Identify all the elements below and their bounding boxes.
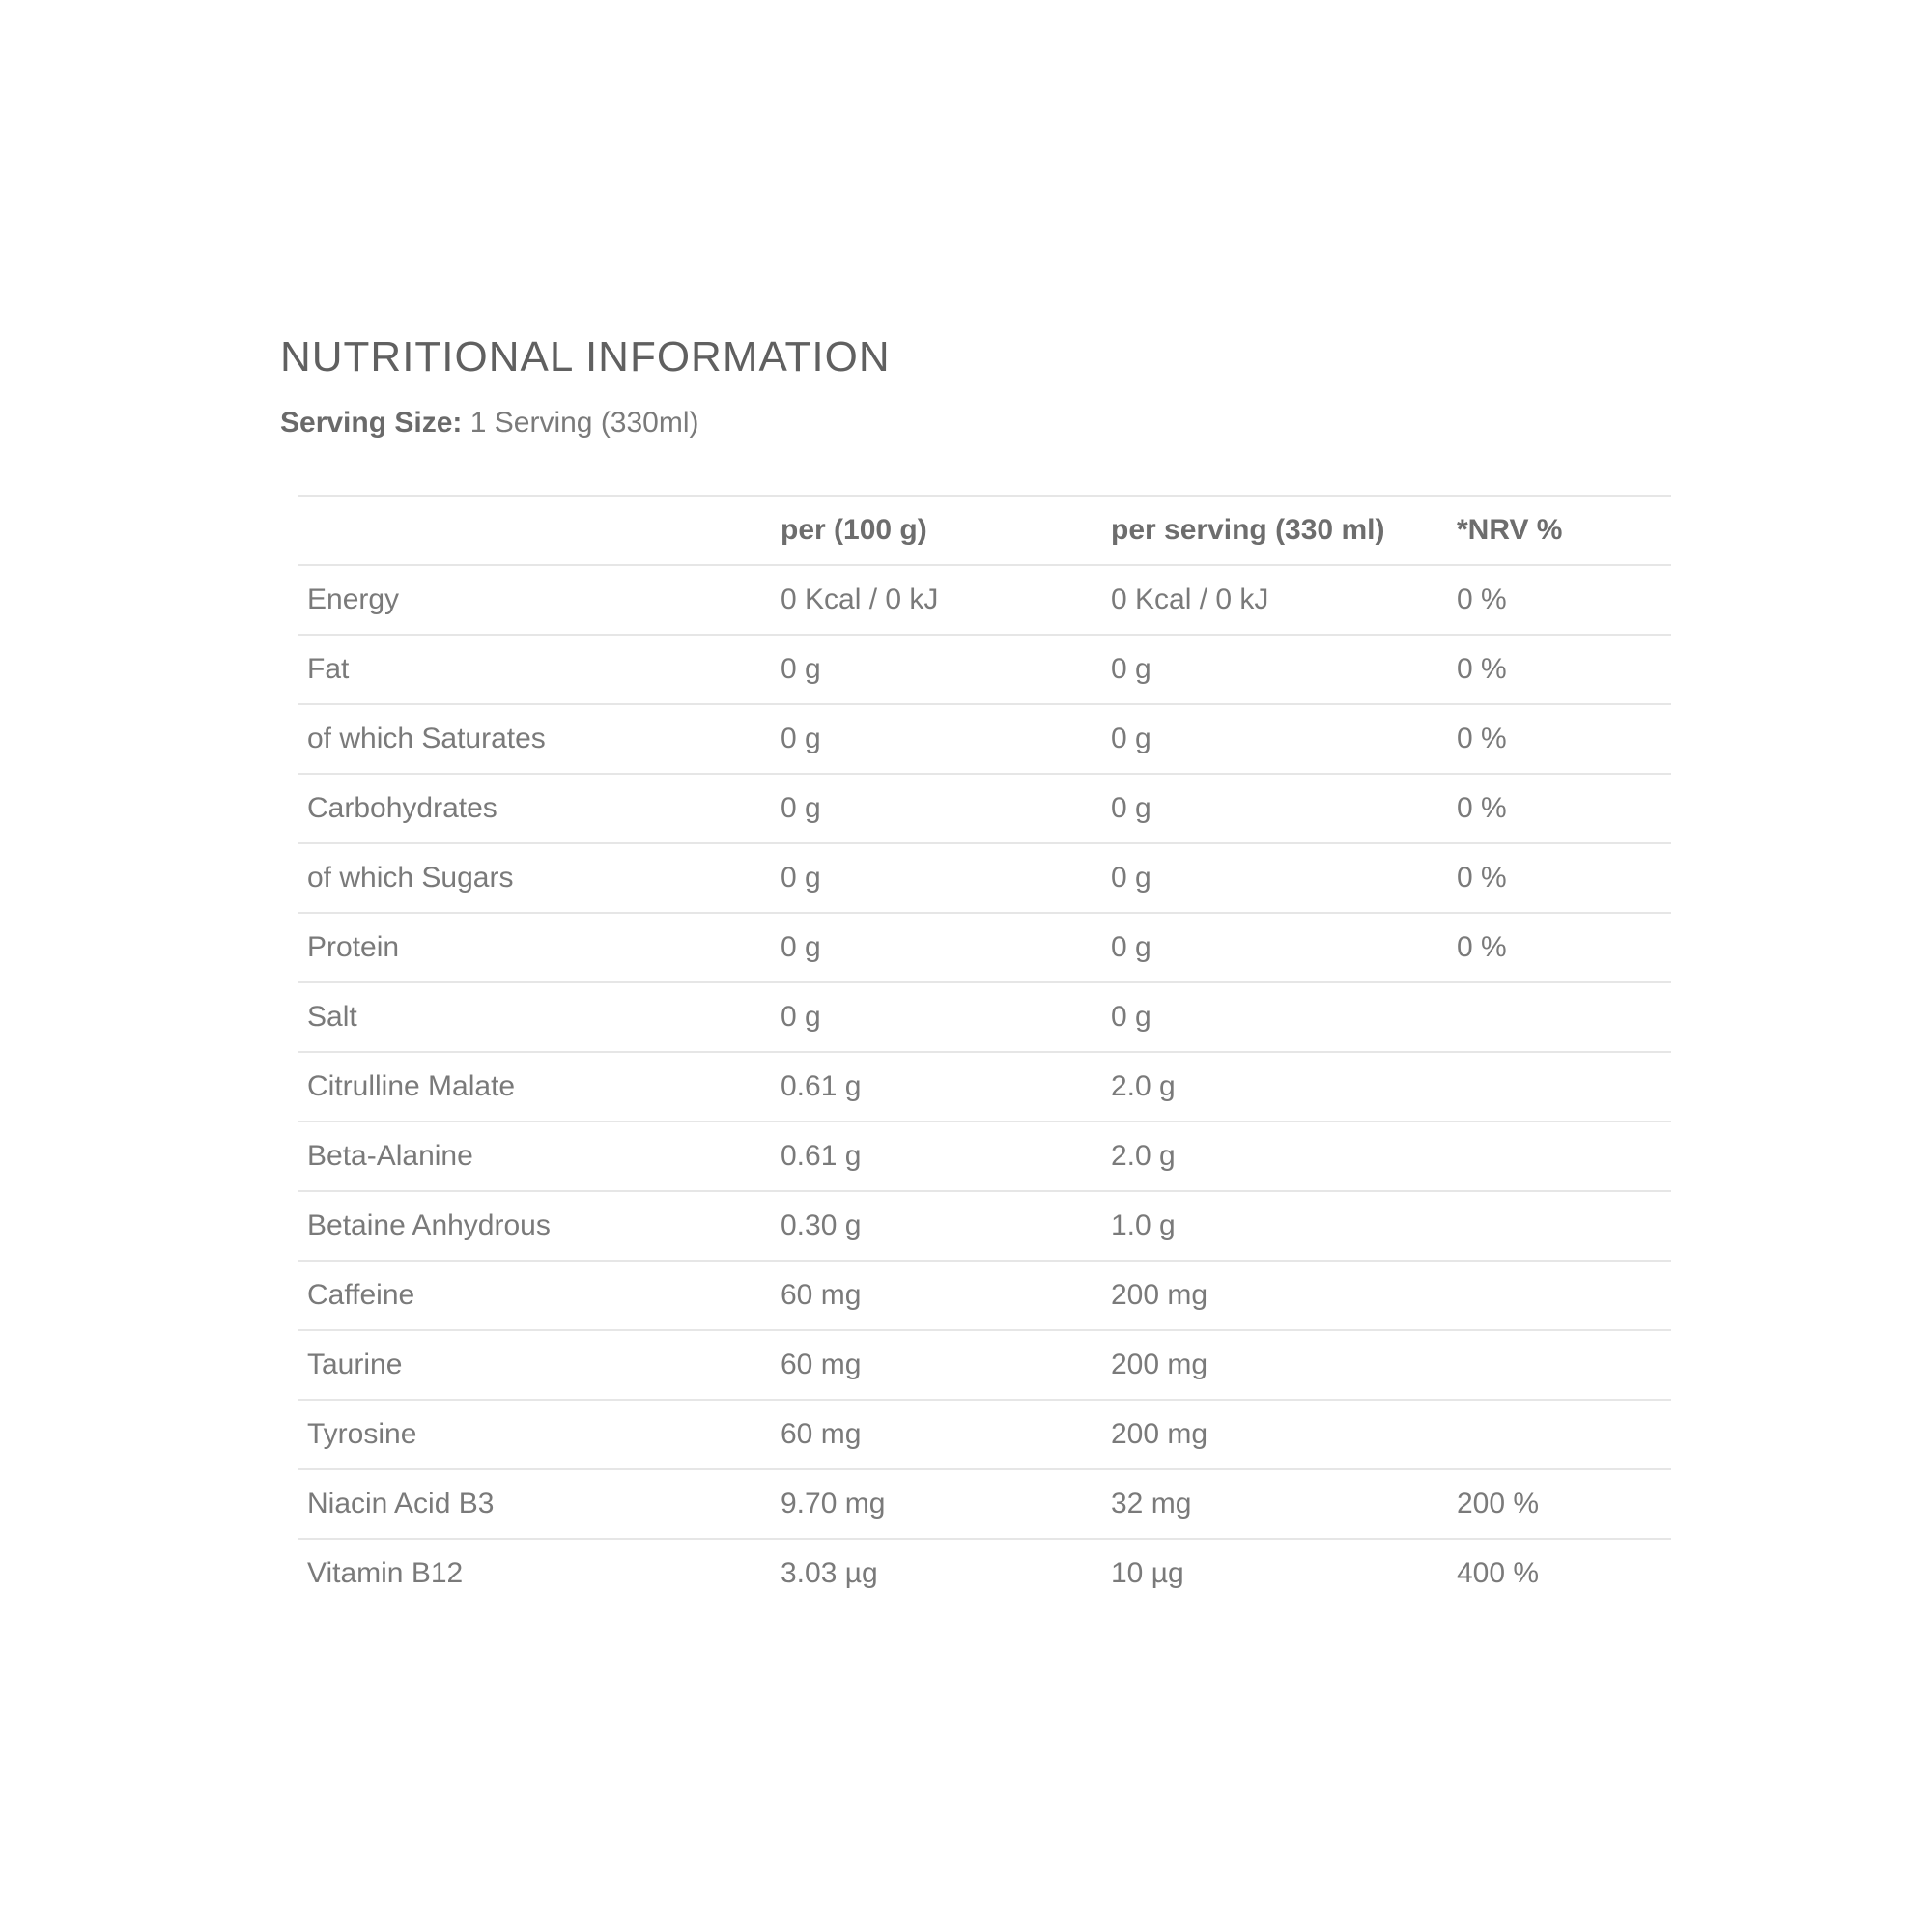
per-serving-value: 200 mg: [1101, 1330, 1447, 1400]
per-100g-value: 0 g: [771, 635, 1101, 704]
column-header-nrv: *NRV %: [1447, 496, 1671, 565]
nrv-value: 0 %: [1447, 843, 1671, 913]
table-row: [298, 1261, 1671, 1330]
per-100g-value: 0.61 g: [771, 1052, 1101, 1122]
nutrient-name: Caffeine: [298, 1261, 771, 1330]
table-row: [298, 1539, 1671, 1607]
table-row: [298, 774, 1671, 843]
nrv-value: 0 %: [1447, 913, 1671, 982]
nutrient-name: of which Sugars: [298, 843, 771, 913]
nrv-value: 0 %: [1447, 635, 1671, 704]
per-100g-value: 0 g: [771, 982, 1101, 1052]
column-header-per-100g: per (100 g): [771, 496, 1101, 565]
table-row: [298, 1330, 1671, 1400]
per-100g-value: 3.03 µg: [771, 1539, 1101, 1607]
table-row: [298, 635, 1671, 704]
per-100g-value: 0.61 g: [771, 1122, 1101, 1191]
nutrient-name: Betaine Anhydrous: [298, 1191, 771, 1261]
nutrient-name: Vitamin B12: [298, 1539, 771, 1607]
per-100g-value: 0.30 g: [771, 1191, 1101, 1261]
table-body: [298, 565, 1671, 1607]
table-row: [298, 1122, 1671, 1191]
nutrient-name: Energy: [298, 565, 771, 635]
serving-size-value: 1 Serving (330ml): [462, 407, 699, 439]
per-serving-value: 0 g: [1101, 843, 1447, 913]
per-100g-value: 60 mg: [771, 1261, 1101, 1330]
nrv-value: 0 %: [1447, 565, 1671, 635]
serving-size: [280, 404, 1681, 442]
nutrient-name: Salt: [298, 982, 771, 1052]
nutrient-name: Beta-Alanine: [298, 1122, 771, 1191]
per-100g-value: 0 g: [771, 704, 1101, 774]
per-serving-value: 200 mg: [1101, 1400, 1447, 1469]
per-serving-value: 32 mg: [1101, 1469, 1447, 1539]
per-100g-value: 0 g: [771, 774, 1101, 843]
nrv-value: 0 %: [1447, 704, 1671, 774]
table-header-row: [298, 496, 1671, 565]
nrv-value: [1447, 1122, 1671, 1191]
nutrient-name: Fat: [298, 635, 771, 704]
nrv-value: [1447, 1261, 1671, 1330]
column-header-nutrient: [298, 496, 771, 565]
nrv-value: [1447, 1400, 1671, 1469]
nutrition-panel: [280, 328, 1681, 442]
nrv-value: 0 %: [1447, 774, 1671, 843]
page-title: NUTRITIONAL INFORMATION: [280, 333, 891, 381]
nrv-value: 400 %: [1447, 1539, 1671, 1607]
table-row: [298, 1191, 1671, 1261]
nrv-value: [1447, 1052, 1671, 1122]
table-row: [298, 843, 1671, 913]
nutrition-table: [298, 495, 1671, 1607]
nutrient-name: Tyrosine: [298, 1400, 771, 1469]
nutrient-name: Carbohydrates: [298, 774, 771, 843]
table-row: [298, 913, 1671, 982]
nutrient-name: Protein: [298, 913, 771, 982]
table-row: [298, 704, 1671, 774]
table-row: [298, 1052, 1671, 1122]
table-row: [298, 565, 1671, 635]
per-100g-value: 60 mg: [771, 1400, 1101, 1469]
per-serving-value: 200 mg: [1101, 1261, 1447, 1330]
nutrient-name: of which Saturates: [298, 704, 771, 774]
table-row: [298, 982, 1671, 1052]
column-header-per-serving: per serving (330 ml): [1101, 496, 1447, 565]
per-serving-value: 2.0 g: [1101, 1122, 1447, 1191]
per-serving-value: 0 g: [1101, 982, 1447, 1052]
nutrient-name: Citrulline Malate: [298, 1052, 771, 1122]
per-100g-value: 0 g: [771, 913, 1101, 982]
per-serving-value: 2.0 g: [1101, 1052, 1447, 1122]
nutrient-name: Niacin Acid B3: [298, 1469, 771, 1539]
per-100g-value: 9.70 mg: [771, 1469, 1101, 1539]
per-100g-value: 60 mg: [771, 1330, 1101, 1400]
serving-size-label: Serving Size:: [280, 407, 463, 439]
table-row: [298, 1469, 1671, 1539]
nutrient-name: Taurine: [298, 1330, 771, 1400]
per-serving-value: 0 g: [1101, 704, 1447, 774]
per-serving-value: 0 g: [1101, 774, 1447, 843]
nrv-value: [1447, 1330, 1671, 1400]
per-100g-value: 0 Kcal / 0 kJ: [771, 565, 1101, 635]
per-serving-value: 0 Kcal / 0 kJ: [1101, 565, 1447, 635]
per-100g-value: 0 g: [771, 843, 1101, 913]
table-row: [298, 1400, 1671, 1469]
per-serving-value: 0 g: [1101, 913, 1447, 982]
per-serving-value: 0 g: [1101, 635, 1447, 704]
nrv-value: [1447, 1191, 1671, 1261]
per-serving-value: 10 µg: [1101, 1539, 1447, 1607]
per-serving-value: 1.0 g: [1101, 1191, 1447, 1261]
nrv-value: 200 %: [1447, 1469, 1671, 1539]
nrv-value: [1447, 982, 1671, 1052]
